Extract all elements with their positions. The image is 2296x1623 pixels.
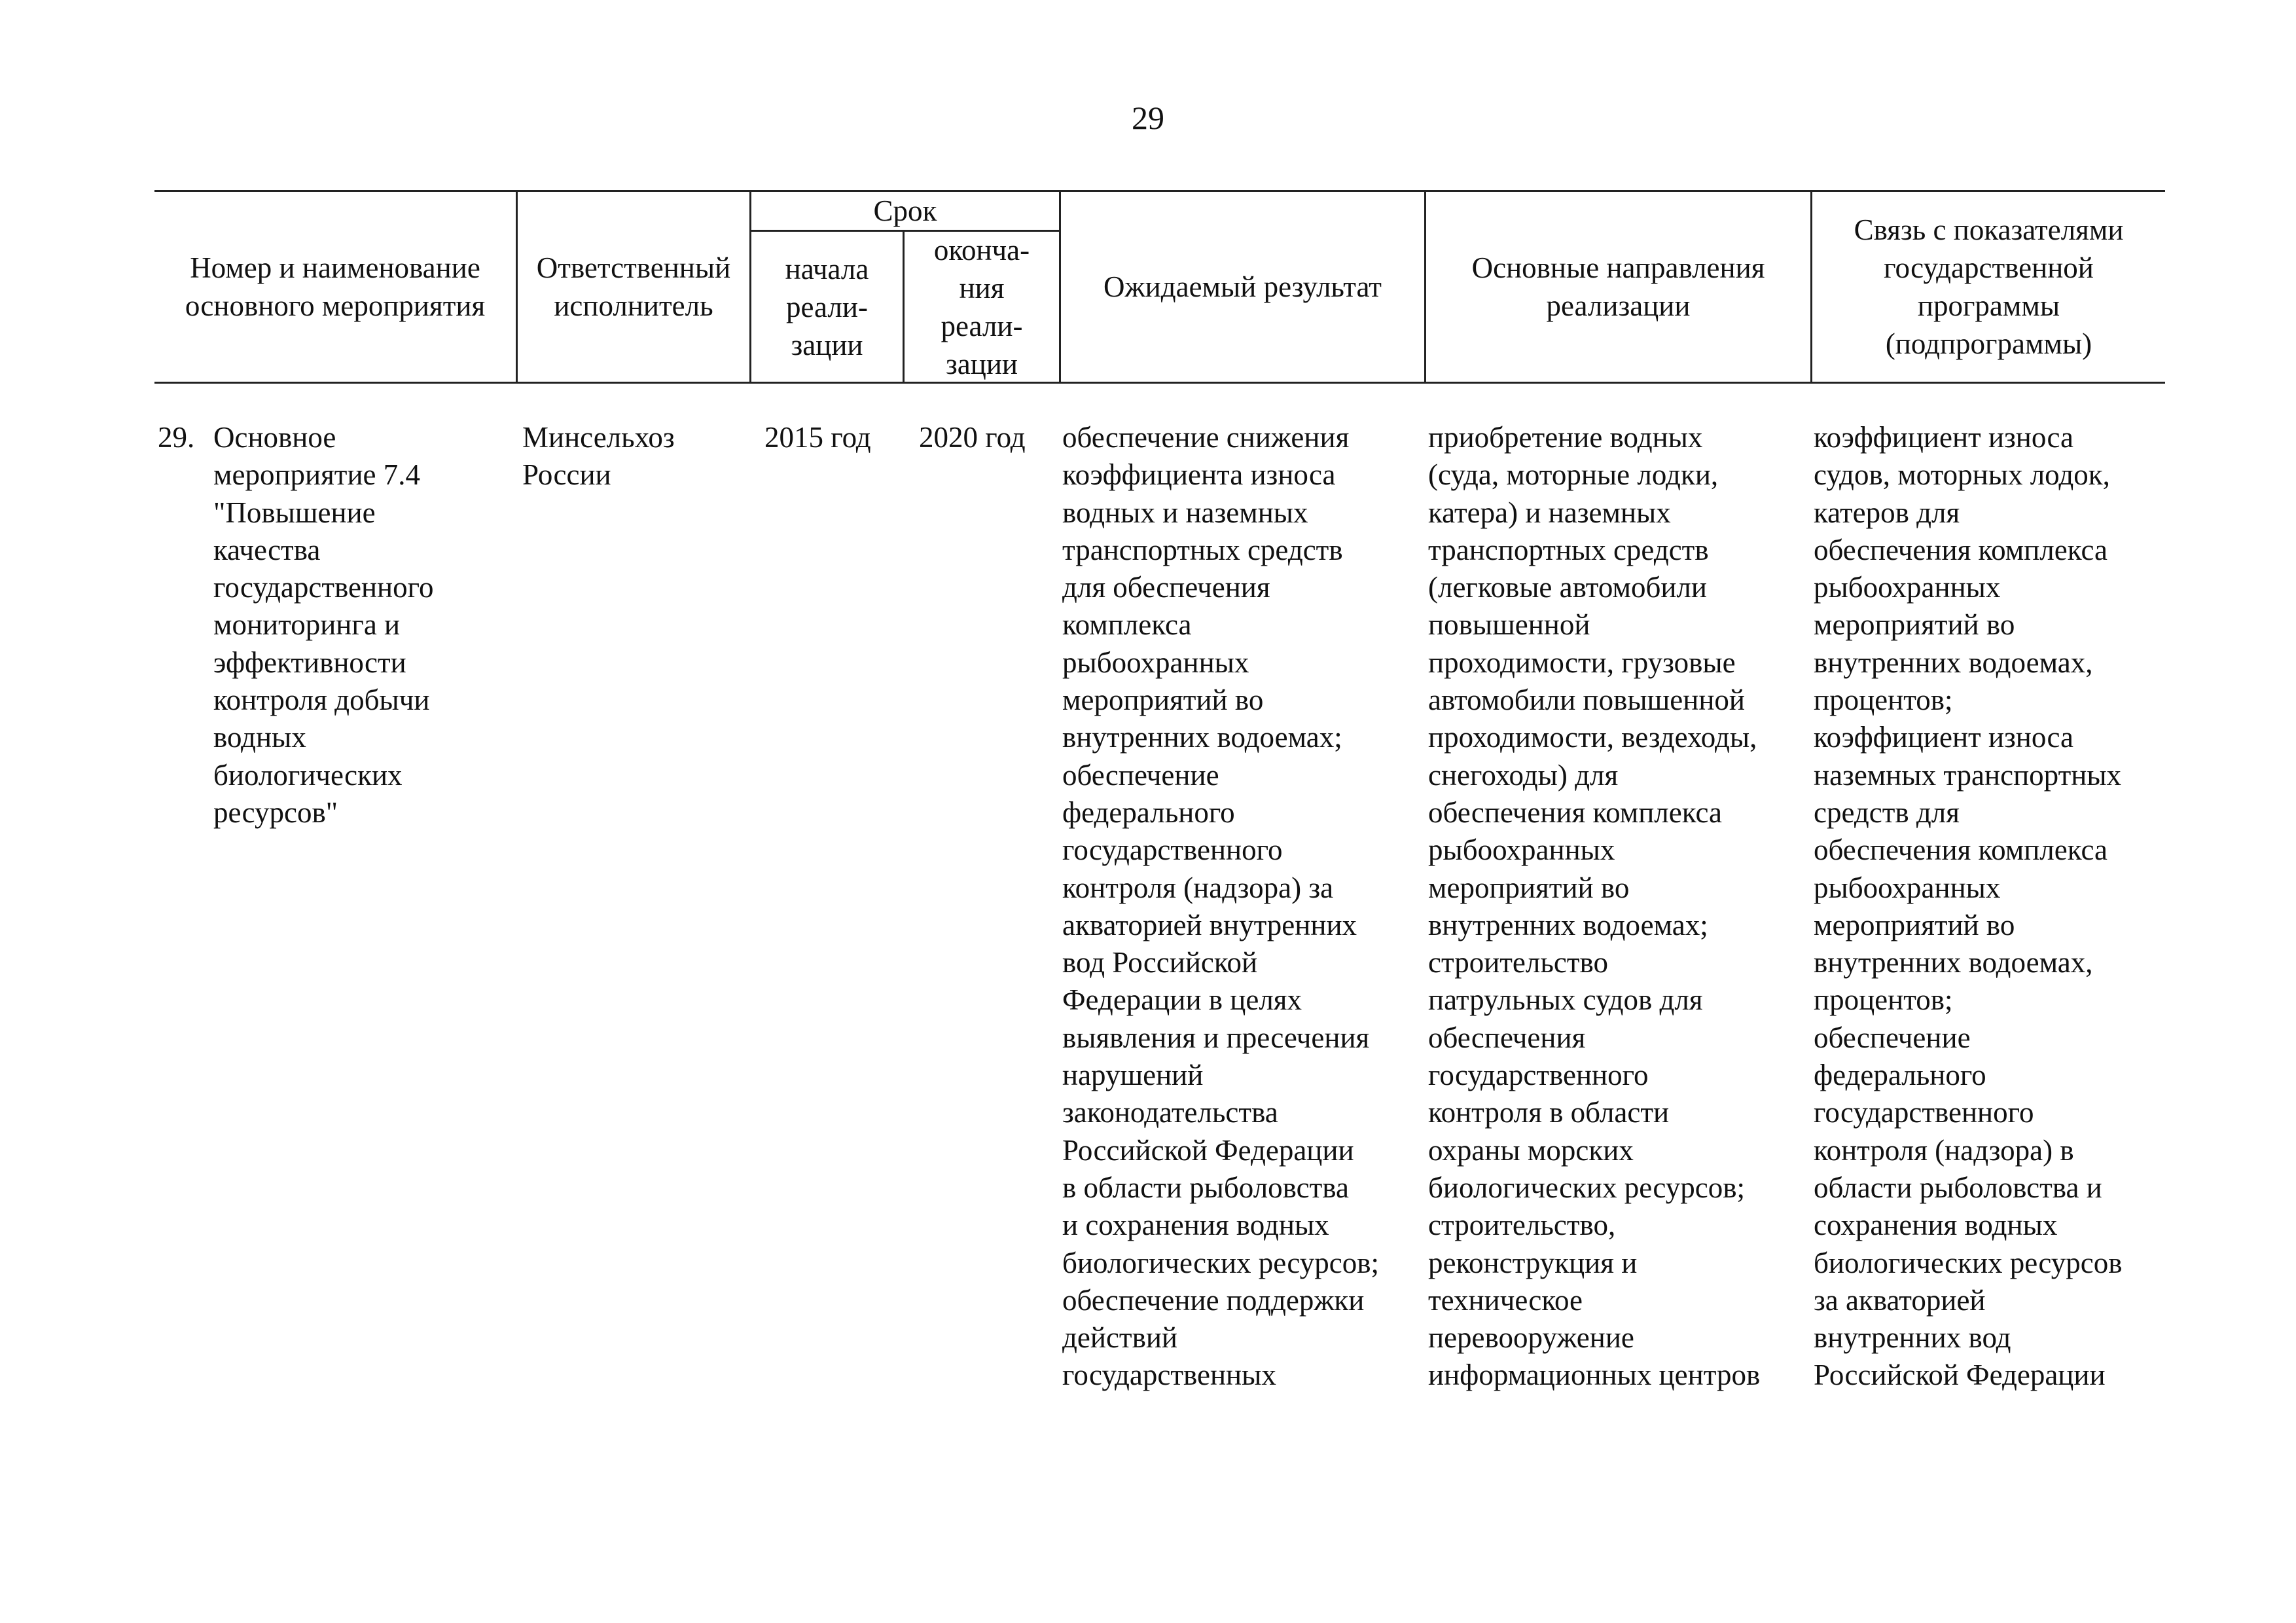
header-indicators: Связь с показателями государственной программы (подпрограммы)	[1854, 213, 2124, 360]
header-bottom-rule	[154, 382, 2165, 384]
row-directions: приобретение водных (суда, моторные лодки, катера) и наземных транспортных средств (легковые автомобили повышенной проходимости, грузовые автомобили повышенной проходимости, вездеходы, снегоходы) для обеспечения комплекса рыбоохранных мероприятий во внутренних водоемах; строительство патрульных судов для обеспечения государственного контроля в области охраны морских биологических ресурсов; строительство, реконструкция и техническое перевооружение информационных центров	[1428, 421, 1761, 1392]
row-number: 29.	[158, 421, 195, 454]
row-start-year: 2015 год	[764, 421, 871, 454]
page-number: 29	[1132, 100, 1164, 136]
header-directions: Основные направления реализации	[1471, 251, 1765, 322]
row-indicators: коэффициент износа судов, моторных лодок, катеров для обеспечения комплекса рыбоохранных мероприятий во внутренних водоемах, процентов; коэффициент износа наземных транспортных средств для обеспечения комплекса рыбоохранных мероприятий во внутренних водоемах, процентов; обеспечение федерального государственного контроля (надзора) в области рыболовства и сохранения водных биологических ресурсов за акваторией внутренних вод Российской Федерации	[1814, 421, 2123, 1392]
header-srok: Срок	[873, 194, 937, 227]
row-executor: Минсельхоз России	[522, 421, 675, 492]
header-srok-start: начала реали- зации	[785, 252, 869, 361]
header-activity-name: Номер и наименование основного мероприятия	[185, 251, 486, 322]
row-expected-result: обеспечение снижения коэффициента износа водных и наземных транспортных средств для обеспечения комплекса рыбоохранных мероприятий во внутренних водоемах; обеспечение федерального государственного контроля (надзора) за акваторией внутренних вод Российской Федерации в целях выявления и пресечения нарушений законодательства Российской Федерации в области рыболовства и сохранения водных биологических ресурсов; обеспечение поддержки действий государственных	[1062, 421, 1379, 1392]
row-end-year: 2020 год	[919, 421, 1026, 454]
header-executor: Ответственный исполнитель	[536, 251, 731, 322]
row-activity-name: Основное мероприятие 7.4 "Повышение качества государственного мониторинга и эффективности контроля добычи водных биологических ресурсов"	[213, 421, 434, 829]
header-expected-result: Ожидаемый результат	[1103, 270, 1382, 303]
header-srok-end: оконча- ния реали- зации	[933, 233, 1030, 380]
